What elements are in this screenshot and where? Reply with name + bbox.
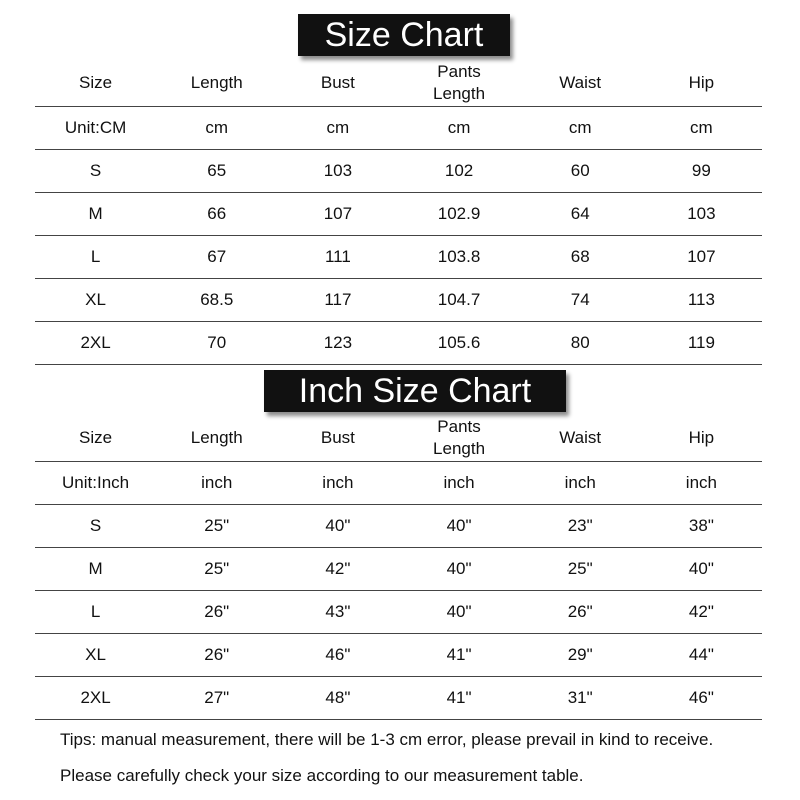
unit-cell: Unit:CM xyxy=(35,107,156,150)
table-cell: 105.6 xyxy=(398,322,519,365)
header-cell: Bust xyxy=(277,60,398,107)
header-cell: Hip xyxy=(641,60,762,107)
table-cell: S xyxy=(35,505,156,548)
table-cell: 67 xyxy=(156,236,277,279)
header-cell: Hip xyxy=(641,415,762,462)
table-cell: 74 xyxy=(520,279,641,322)
table-cell: 103.8 xyxy=(398,236,519,279)
table-cell: 25" xyxy=(156,548,277,591)
table-cell: 64 xyxy=(520,193,641,236)
measurement-tip: Tips: manual measurement, there will be 1-3 cm error, please prevail in kind to receive. xyxy=(60,730,714,749)
unit-cell: inch xyxy=(156,462,277,505)
table-cell: 41" xyxy=(398,677,519,720)
table-cell: 117 xyxy=(277,279,398,322)
table-cell: 103 xyxy=(277,150,398,193)
table-cell: XL xyxy=(35,279,156,322)
table-cell: M xyxy=(35,548,156,591)
table-cell: 31" xyxy=(520,677,641,720)
table-cell: 102 xyxy=(398,150,519,193)
table-cell: 26" xyxy=(520,591,641,634)
table-cell: 46" xyxy=(641,677,762,720)
unit-row xyxy=(35,462,762,505)
table-cell: 102.9 xyxy=(398,193,519,236)
table-cell: S xyxy=(35,150,156,193)
unit-cell: Unit:Inch xyxy=(35,462,156,505)
table-cell: 104.7 xyxy=(398,279,519,322)
table-cell: 80 xyxy=(520,322,641,365)
table-cell: 65 xyxy=(156,150,277,193)
table-cell: 40" xyxy=(641,548,762,591)
unit-cell: cm xyxy=(277,107,398,150)
table-header-row xyxy=(35,415,762,462)
table-row xyxy=(35,279,762,322)
table-cell: 107 xyxy=(277,193,398,236)
table-cell: 40" xyxy=(277,505,398,548)
size-chart-title: Size Chart xyxy=(298,14,510,56)
table-cell: M xyxy=(35,193,156,236)
table-cell: 103 xyxy=(641,193,762,236)
table-cell: 48" xyxy=(277,677,398,720)
header-cell: Pants Length xyxy=(398,60,519,107)
table-cell: 40" xyxy=(398,591,519,634)
table-cell: 66 xyxy=(156,193,277,236)
table-cell: 43" xyxy=(277,591,398,634)
table-cell: 42" xyxy=(277,548,398,591)
header-cell: Length xyxy=(156,60,277,107)
header-cell: Bust xyxy=(277,415,398,462)
table-cell: 107 xyxy=(641,236,762,279)
unit-cell: cm xyxy=(156,107,277,150)
table-row xyxy=(35,505,762,548)
unit-cell: inch xyxy=(398,462,519,505)
unit-row xyxy=(35,107,762,150)
table-cell: L xyxy=(35,236,156,279)
table-row xyxy=(35,591,762,634)
table-cell: 113 xyxy=(641,279,762,322)
table-row xyxy=(35,150,762,193)
table-row xyxy=(35,634,762,677)
table-header-row xyxy=(35,60,762,107)
unit-cell: inch xyxy=(520,462,641,505)
cm-size-table xyxy=(35,60,762,365)
table-cell: 46" xyxy=(277,634,398,677)
table-row xyxy=(35,236,762,279)
table-cell: L xyxy=(35,591,156,634)
unit-cell: cm xyxy=(641,107,762,150)
table-cell: 2XL xyxy=(35,677,156,720)
header-cell: Waist xyxy=(520,60,641,107)
table-cell: 41" xyxy=(398,634,519,677)
unit-cell: inch xyxy=(641,462,762,505)
table-cell: 25" xyxy=(156,505,277,548)
table-cell: 44" xyxy=(641,634,762,677)
table-cell: 29" xyxy=(520,634,641,677)
header-cell: Waist xyxy=(520,415,641,462)
unit-cell: cm xyxy=(398,107,519,150)
table-cell: 26" xyxy=(156,634,277,677)
table-cell: 26" xyxy=(156,591,277,634)
table-cell: 123 xyxy=(277,322,398,365)
unit-cell: cm xyxy=(520,107,641,150)
header-cell: Pants Length xyxy=(398,415,519,462)
header-cell: Size xyxy=(35,60,156,107)
inch-size-chart-title: Inch Size Chart xyxy=(264,370,566,412)
table-cell: 42" xyxy=(641,591,762,634)
unit-cell: inch xyxy=(277,462,398,505)
table-cell: 25" xyxy=(520,548,641,591)
inch-size-table xyxy=(35,415,762,720)
table-cell: 27" xyxy=(156,677,277,720)
table-cell: 40" xyxy=(398,548,519,591)
table-cell: 60 xyxy=(520,150,641,193)
table-cell: 2XL xyxy=(35,322,156,365)
table-cell: 119 xyxy=(641,322,762,365)
table-cell: 68 xyxy=(520,236,641,279)
table-cell: 111 xyxy=(277,236,398,279)
table-cell: 70 xyxy=(156,322,277,365)
size-check-note: Please carefully check your size according to our measurement table. xyxy=(60,766,584,785)
table-cell: 99 xyxy=(641,150,762,193)
table-cell: 68.5 xyxy=(156,279,277,322)
table-row xyxy=(35,193,762,236)
table-cell: 40" xyxy=(398,505,519,548)
header-cell: Length xyxy=(156,415,277,462)
table-cell: 23" xyxy=(520,505,641,548)
table-cell: 38" xyxy=(641,505,762,548)
table-row xyxy=(35,677,762,720)
header-cell: Size xyxy=(35,415,156,462)
table-row xyxy=(35,322,762,365)
table-row xyxy=(35,548,762,591)
table-cell: XL xyxy=(35,634,156,677)
